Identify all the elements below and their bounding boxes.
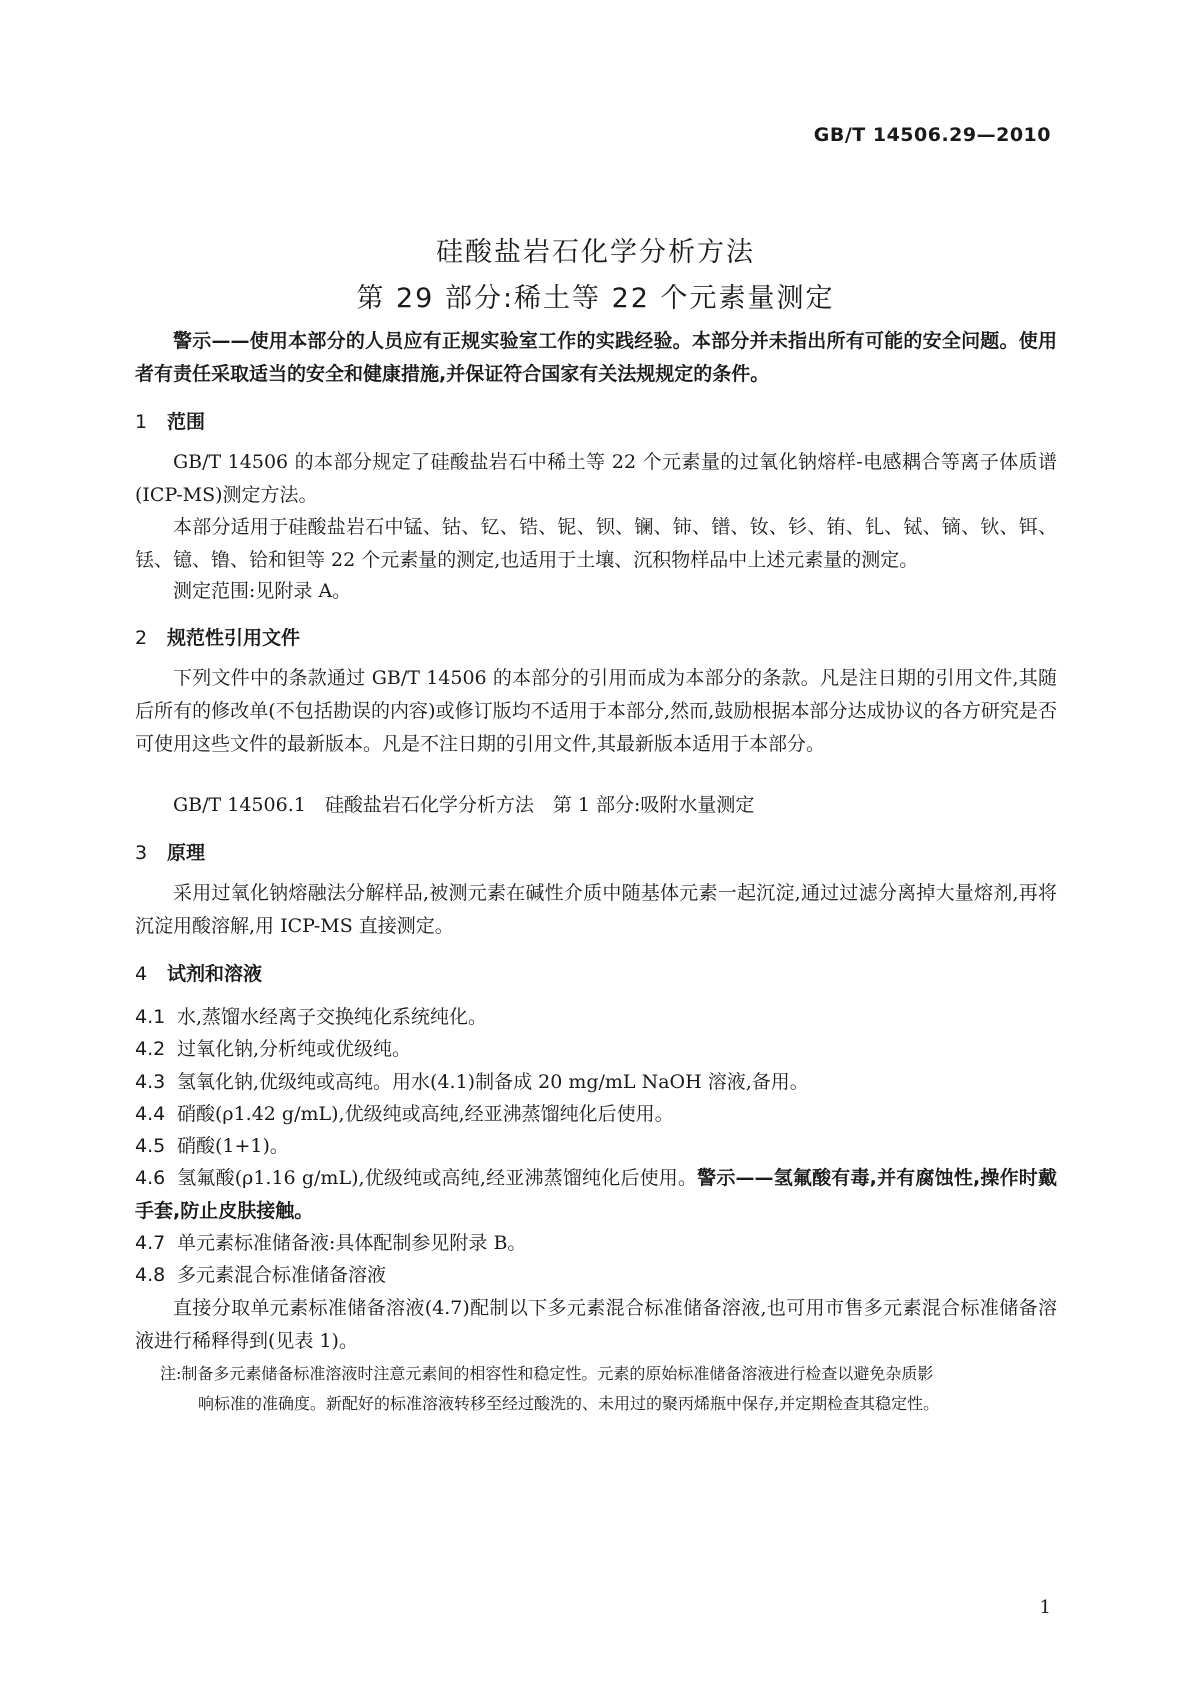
safety-warning: 警示——使用本部分的人员应有正规实验室工作的实践经验。本部分并未指出所有可能的安全问题。使用者有责任采取适当的安全和健康措施,并保证符合国家有关法规规定的条件。 <box>135 330 1057 385</box>
normative-reference: GB/T 14506.1 硅酸盐岩石化学分析方法 第 1 部分:吸附水量测定 <box>173 794 755 816</box>
item-number: 4.3 <box>135 1071 166 1093</box>
section-3-paragraph-1: 采用过氧化钠熔融法分解样品,被测元素在碱性介质中随基体元素一起沉淀,通过过滤分离掉大量熔剂,再将沉淀用酸溶解,用 ICP-MS 直接测定。 <box>135 882 1057 937</box>
item-number: 4.6 <box>135 1167 166 1189</box>
note-line-2: 响标准的准确度。新配好的标准溶液转移至经过酸洗的、未用过的聚丙烯瓶中保存,并定期检查其稳定性。 <box>198 1394 940 1413</box>
note-label: 注: <box>160 1364 182 1383</box>
item-number: 4.2 <box>135 1038 166 1060</box>
section-2-heading <box>135 623 300 650</box>
list-item <box>135 1066 1057 1099</box>
item-number: 4.8 <box>135 1264 166 1286</box>
section-title: 原理 <box>167 842 206 864</box>
document-title: 硅酸盐岩石化学分析方法 <box>436 237 755 268</box>
list-item <box>135 1162 1057 1228</box>
section-number: 2 <box>135 627 148 649</box>
section-4-heading <box>135 959 262 986</box>
item-text: 硝酸(ρ1.42 g/mL),优级纯或高纯,经亚沸蒸馏纯化后使用。 <box>177 1103 674 1125</box>
section-number: 3 <box>135 842 148 864</box>
section-1-paragraph-2: 本部分适用于硅酸盐岩石中锰、钴、钇、锆、铌、钡、镧、铈、镨、钕、钐、铕、钆、铽、镝、钬、铒、铥、镱、镥、铪和钽等 22 个元素量的测定,也适用于土壤、沉积物样品中上述元素量的测定。 <box>135 516 1057 571</box>
note <box>160 1359 1060 1419</box>
item-number: 4.1 <box>135 1006 166 1028</box>
list-item <box>135 1259 1057 1292</box>
item-text: 水,蒸馏水经离子交换纯化系统纯化。 <box>177 1006 488 1028</box>
page-number: 1 <box>1039 1597 1051 1618</box>
section-4-8-paragraph: 直接分取单元素标准储备溶液(4.7)配制以下多元素混合标准储备溶液,也可用市售多元素混合标准储备溶液进行稀释得到(见表 1)。 <box>135 1297 1057 1352</box>
section-1-heading <box>135 407 205 434</box>
section-number: 1 <box>135 411 148 433</box>
item-text: 多元素混合标准储备溶液 <box>177 1264 387 1286</box>
item-text: 氢氧化钠,优级纯或高纯。用水(4.1)制备成 20 mg/mL NaOH 溶液,备用。 <box>177 1071 809 1093</box>
item-text: 氢氟酸(ρ1.16 g/mL),优级纯或高纯,经亚沸蒸馏纯化后使用。 <box>177 1167 698 1189</box>
section-title: 规范性引用文件 <box>167 627 301 649</box>
section-1-paragraph-1: GB/T 14506 的本部分规定了硅酸盐岩石中稀土等 22 个元素量的过氧化钠熔样-电感耦合等离子体质谱(ICP-MS)测定方法。 <box>135 451 1057 506</box>
item-text: 过氧化钠,分析纯或优级纯。 <box>177 1038 412 1060</box>
standard-code: GB/T 14506.29—2010 <box>813 124 1051 146</box>
hf-warning: 警示——氢氟酸有毒,并有腐蚀性,操作时戴手套,防止皮肤接触。 <box>135 1167 1057 1222</box>
list-item <box>135 1033 1057 1066</box>
item-number: 4.4 <box>135 1103 166 1125</box>
section-title: 试剂和溶液 <box>167 963 263 985</box>
document-subtitle: 第 29 部分:稀土等 22 个元素量测定 <box>356 283 835 314</box>
section-1-paragraph-3: 测定范围:见附录 A。 <box>173 580 352 602</box>
item-text: 硝酸(1+1)。 <box>177 1135 289 1157</box>
note-line-1: 制备多元素储备标准溶液时注意元素间的相容性和稳定性。元素的原始标准储备溶液进行检查以避免杂质影 <box>181 1364 934 1383</box>
item-number: 4.7 <box>135 1232 166 1254</box>
section-number: 4 <box>135 963 148 985</box>
list-item <box>135 1227 1057 1260</box>
list-item <box>135 1130 1057 1163</box>
section-title: 范围 <box>167 411 206 433</box>
item-number: 4.5 <box>135 1135 166 1157</box>
item-text: 单元素标准储备液:具体配制参见附录 B。 <box>177 1232 527 1254</box>
section-2-paragraph-1: 下列文件中的条款通过 GB/T 14506 的本部分的引用而成为本部分的条款。凡是注日期的引用文件,其随后所有的修改单(不包括勘误的内容)或修订版均不适用于本部分,然而,鼓励根据本部分达成协议的各方研究是否可使用这些文件的最新版本。凡是不注日期的引用文件,其最新版本适用于本部分。 <box>135 667 1057 755</box>
list-item <box>135 1001 1057 1034</box>
section-3-heading <box>135 838 205 865</box>
list-item <box>135 1098 1057 1131</box>
